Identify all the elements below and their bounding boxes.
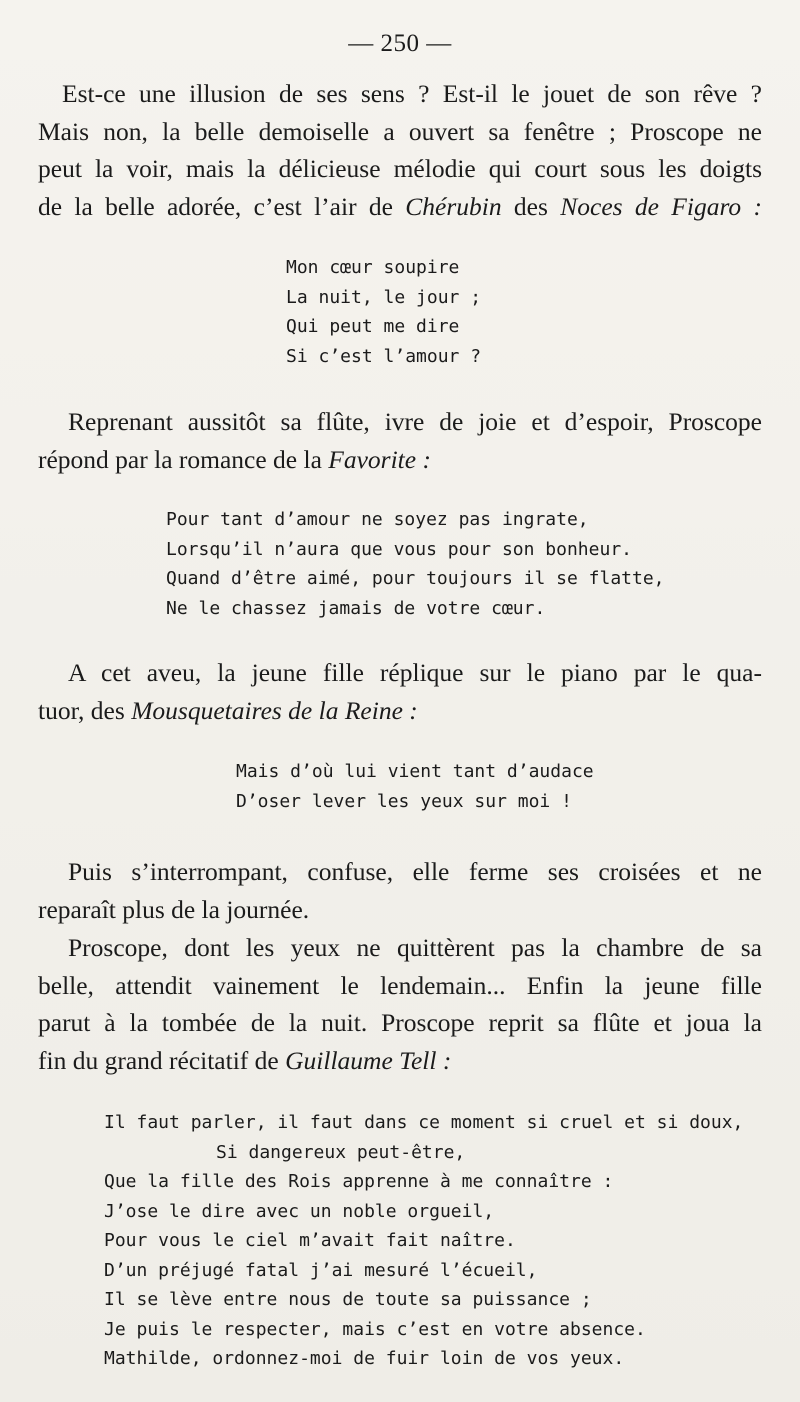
- italic-title: Mousquetaires de la Reine :: [131, 695, 418, 725]
- verse-block-4: [104, 1108, 743, 1374]
- paragraph-3: [38, 654, 762, 729]
- paragraph-line: de la belle adorée, c’est l’air de Chérubin des Noces de Figaro :: [38, 191, 762, 221]
- verse-line: Lorsqu’il n’aura que vous pour son bonheur.: [166, 538, 632, 560]
- verse-line: Si dangereux peut-être,: [216, 1141, 466, 1163]
- verse-line: Pour vous le ciel m’avait fait naître.: [104, 1230, 516, 1251]
- verse-line: Je puis le respecter, mais c’est en votre absence.: [104, 1318, 646, 1340]
- paragraph-line: Mais non, la belle demoiselle a ouvert sa fenêtre ; Proscope ne: [38, 116, 762, 146]
- page-number: — 250 —: [348, 30, 452, 57]
- verse-line: Il faut parler, il faut dans ce moment si cruel et si doux,: [104, 1112, 744, 1133]
- verse-block-2: [166, 505, 665, 623]
- verse-line: J’ose le dire avec un noble orgueil,: [104, 1200, 495, 1222]
- paragraph-line: répond par la romance de la Favorite :: [38, 444, 431, 474]
- italic-title: Favorite :: [328, 444, 431, 474]
- paragraph-line: Puis s’interrompant, confuse, elle ferme ses croisées et ne: [68, 857, 762, 886]
- italic-title: Guillaume Tell :: [285, 1045, 452, 1075]
- verse-line: Si c’est l’amour ?: [286, 345, 482, 367]
- verse-line: La nuit, le jour ;: [286, 286, 482, 308]
- paragraph-line: A cet aveu, la jeune fille réplique sur le piano par le qua-: [68, 658, 762, 687]
- verse-line: D’oser lever les yeux sur moi !: [236, 790, 572, 812]
- verse-line: Pour tant d’amour ne soyez pas ingrate,: [166, 509, 589, 530]
- paragraph-line: Est-ce une illusion de ses sens ? Est-il le jouet de son rêve ?: [62, 79, 762, 108]
- verse-line: Mais d’où lui vient tant d’audace: [236, 761, 594, 782]
- paragraph-line: parut à la tombée de la nuit. Proscope reprit sa flûte et joua la: [38, 1008, 762, 1037]
- verse-line: Mathilde, ordonnez-moi de fuir loin de vos yeux.: [104, 1348, 625, 1369]
- verse-line: Ne le chassez jamais de votre cœur.: [166, 597, 546, 619]
- verse-line: Quand d’être aimé, pour toujours il se flatte,: [166, 568, 665, 589]
- paragraph-1: [38, 75, 762, 225]
- paragraph-4: [38, 853, 762, 928]
- paragraph-5: [38, 929, 762, 1079]
- italic-title: Noces de Figaro :: [560, 191, 762, 221]
- paragraph-2: [38, 403, 762, 478]
- paragraph-line: fin du grand récitatif de Guillaume Tell :: [38, 1045, 452, 1075]
- verse-line: Qui peut me dire: [286, 316, 460, 337]
- verse-block-3: [236, 757, 594, 816]
- paragraph-line: tuor, des Mousquetaires de la Reine :: [38, 695, 418, 725]
- paragraph-line: peut la voir, mais la délicieuse mélodie qui court sous les doigts: [38, 154, 762, 183]
- paragraph-line: belle, attendit vainement le lendemain... Enfin la jeune fille: [38, 970, 762, 1000]
- verse-line: Que la fille des Rois apprenne à me connaître :: [104, 1171, 614, 1192]
- paragraph-line: Proscope, dont les yeux ne quittèrent pas la chambre de sa: [68, 933, 762, 962]
- paragraph-line: Reprenant aussitôt sa flûte, ivre de joie et d’espoir, Proscope: [68, 407, 762, 436]
- verse-line: Il se lève entre nous de toute sa puissance ;: [104, 1289, 592, 1310]
- verse-line: Mon cœur soupire: [286, 257, 460, 278]
- verse-line: D’un préjugé fatal j’ai mesuré l’écueil,: [104, 1259, 538, 1281]
- italic-title: Chérubin: [405, 191, 502, 221]
- paragraph-line: reparaît plus de la journée.: [38, 894, 310, 924]
- verse-block-1: [286, 253, 481, 371]
